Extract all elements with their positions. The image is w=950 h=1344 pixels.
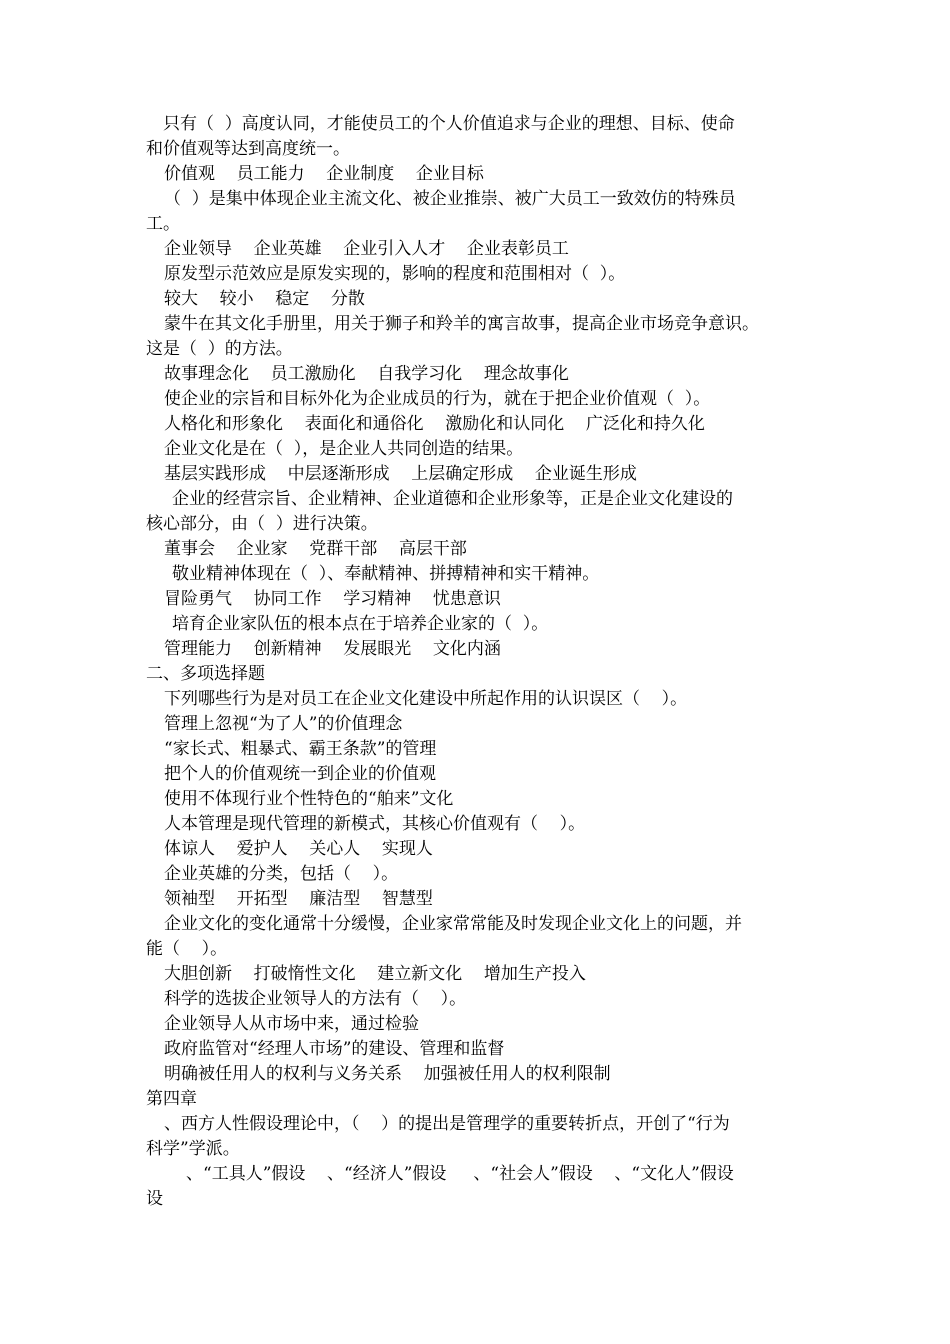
text-line: 原发型示范效应是原发实现的，影响的程度和范围相对（ ）。 bbox=[164, 264, 626, 284]
options-line: 管理能力 创新精神 发展眼光 文化内涵 bbox=[164, 639, 501, 659]
options-line: 使用不体现行业个性特色的“舶来”文化 bbox=[164, 789, 454, 809]
text-line: 科学”学派。 bbox=[146, 1139, 240, 1159]
options-line: 政府监管对“经理人市场”的建设、管理和监督 bbox=[164, 1039, 505, 1059]
text-line: 科学的选拔企业领导人的方法有（ ）。 bbox=[164, 989, 467, 1009]
options-line: 体谅人 爱护人 关心人 实现人 bbox=[164, 839, 433, 859]
text-line: 设 bbox=[146, 1189, 163, 1209]
text-line: 使企业的宗旨和目标外化为企业成员的行为，就在于把企业价值观（ ）。 bbox=[164, 389, 711, 409]
text-line: 企业的经营宗旨、企业精神、企业道德和企业形象等，正是企业文化建设的 bbox=[172, 489, 733, 509]
options-line: 明确被任用人的权利与义务关系 加强被任用人的权利限制 bbox=[164, 1064, 611, 1084]
text-line: 、西方人性假设理论中，（ ）的提出是管理学的重要转折点，开创了“行为 bbox=[164, 1114, 730, 1134]
options-line: 领袖型 开拓型 廉洁型 智慧型 bbox=[164, 889, 433, 909]
options-line: 、“工具人”假设 、“经济人”假设 、“社会人”假设 、“文化人”假设 bbox=[186, 1164, 734, 1184]
text-line: 企业文化是在（ ），是企业人共同创造的结果。 bbox=[164, 439, 524, 459]
options-line: 企业领导 企业英雄 企业引入人才 企业表彰员工 bbox=[164, 239, 569, 259]
text-line: 敬业精神体现在（ ）、奉献精神、拼搏精神和实干精神。 bbox=[172, 564, 600, 584]
options-line: 人格化和形象化 表面化和通俗化 激励化和认同化 广泛化和持久化 bbox=[164, 414, 705, 434]
text-line: 工。 bbox=[146, 214, 180, 234]
text-line: 企业文化的变化通常十分缓慢，企业家常常能及时发现企业文化上的问题，并 bbox=[164, 914, 742, 934]
options-line: 管理上忽视“为了人”的价值理念 bbox=[164, 714, 403, 734]
text-line: 下列哪些行为是对员工在企业文化建设中所起作用的认识误区（ ）。 bbox=[164, 689, 688, 709]
options-line: 故事理念化 员工激励化 自我学习化 理念故事化 bbox=[164, 364, 569, 384]
options-line: 基层实践形成 中层逐渐形成 上层确定形成 企业诞生形成 bbox=[164, 464, 637, 484]
text-line: 核心部分，由（ ）进行决策。 bbox=[146, 514, 378, 534]
options-line: 大胆创新 打破惰性文化 建立新文化 增加生产投入 bbox=[164, 964, 586, 984]
text-line: 人本管理是现代管理的新模式，其核心价值观有（ ）。 bbox=[164, 814, 586, 834]
chapter-heading: 第四章 bbox=[146, 1089, 197, 1109]
text-line: 企业英雄的分类，包括（ ）。 bbox=[164, 864, 399, 884]
text-line: 只有（ ）高度认同，才能使员工的个人价值追求与企业的理想、目标、使命 bbox=[146, 114, 735, 134]
options-line: 企业领导人从市场中来，通过检验 bbox=[164, 1014, 419, 1034]
text-line: 能（ ）。 bbox=[146, 939, 228, 959]
text-line: 和价值观等达到高度统一。 bbox=[146, 139, 350, 159]
options-line: 董事会 企业家 党群干部 高层干部 bbox=[164, 539, 467, 559]
options-line: 把个人的价值观统一到企业的价值观 bbox=[164, 764, 436, 784]
options-line: 价值观 员工能力 企业制度 企业目标 bbox=[164, 164, 484, 184]
section-heading: 二、多项选择题 bbox=[146, 664, 265, 684]
options-line: “家长式、粗暴式、霸王条款”的管理 bbox=[164, 739, 437, 759]
options-line: 较大 较小 稳定 分散 bbox=[164, 289, 365, 309]
text-line: 培育企业家队伍的根本点在于培养企业家的（ ）。 bbox=[172, 614, 549, 634]
text-line: 蒙牛在其文化手册里，用关于狮子和羚羊的寓言故事，提高企业市场竞争意识。 bbox=[164, 314, 759, 334]
text-line: （ ）是集中体现企业主流文化、被企业推崇、被广大员工一致效仿的特殊员 bbox=[164, 189, 736, 209]
options-line: 冒险勇气 协同工作 学习精神 忧患意识 bbox=[164, 589, 501, 609]
text-line: 这是（ ）的方法。 bbox=[146, 339, 293, 359]
